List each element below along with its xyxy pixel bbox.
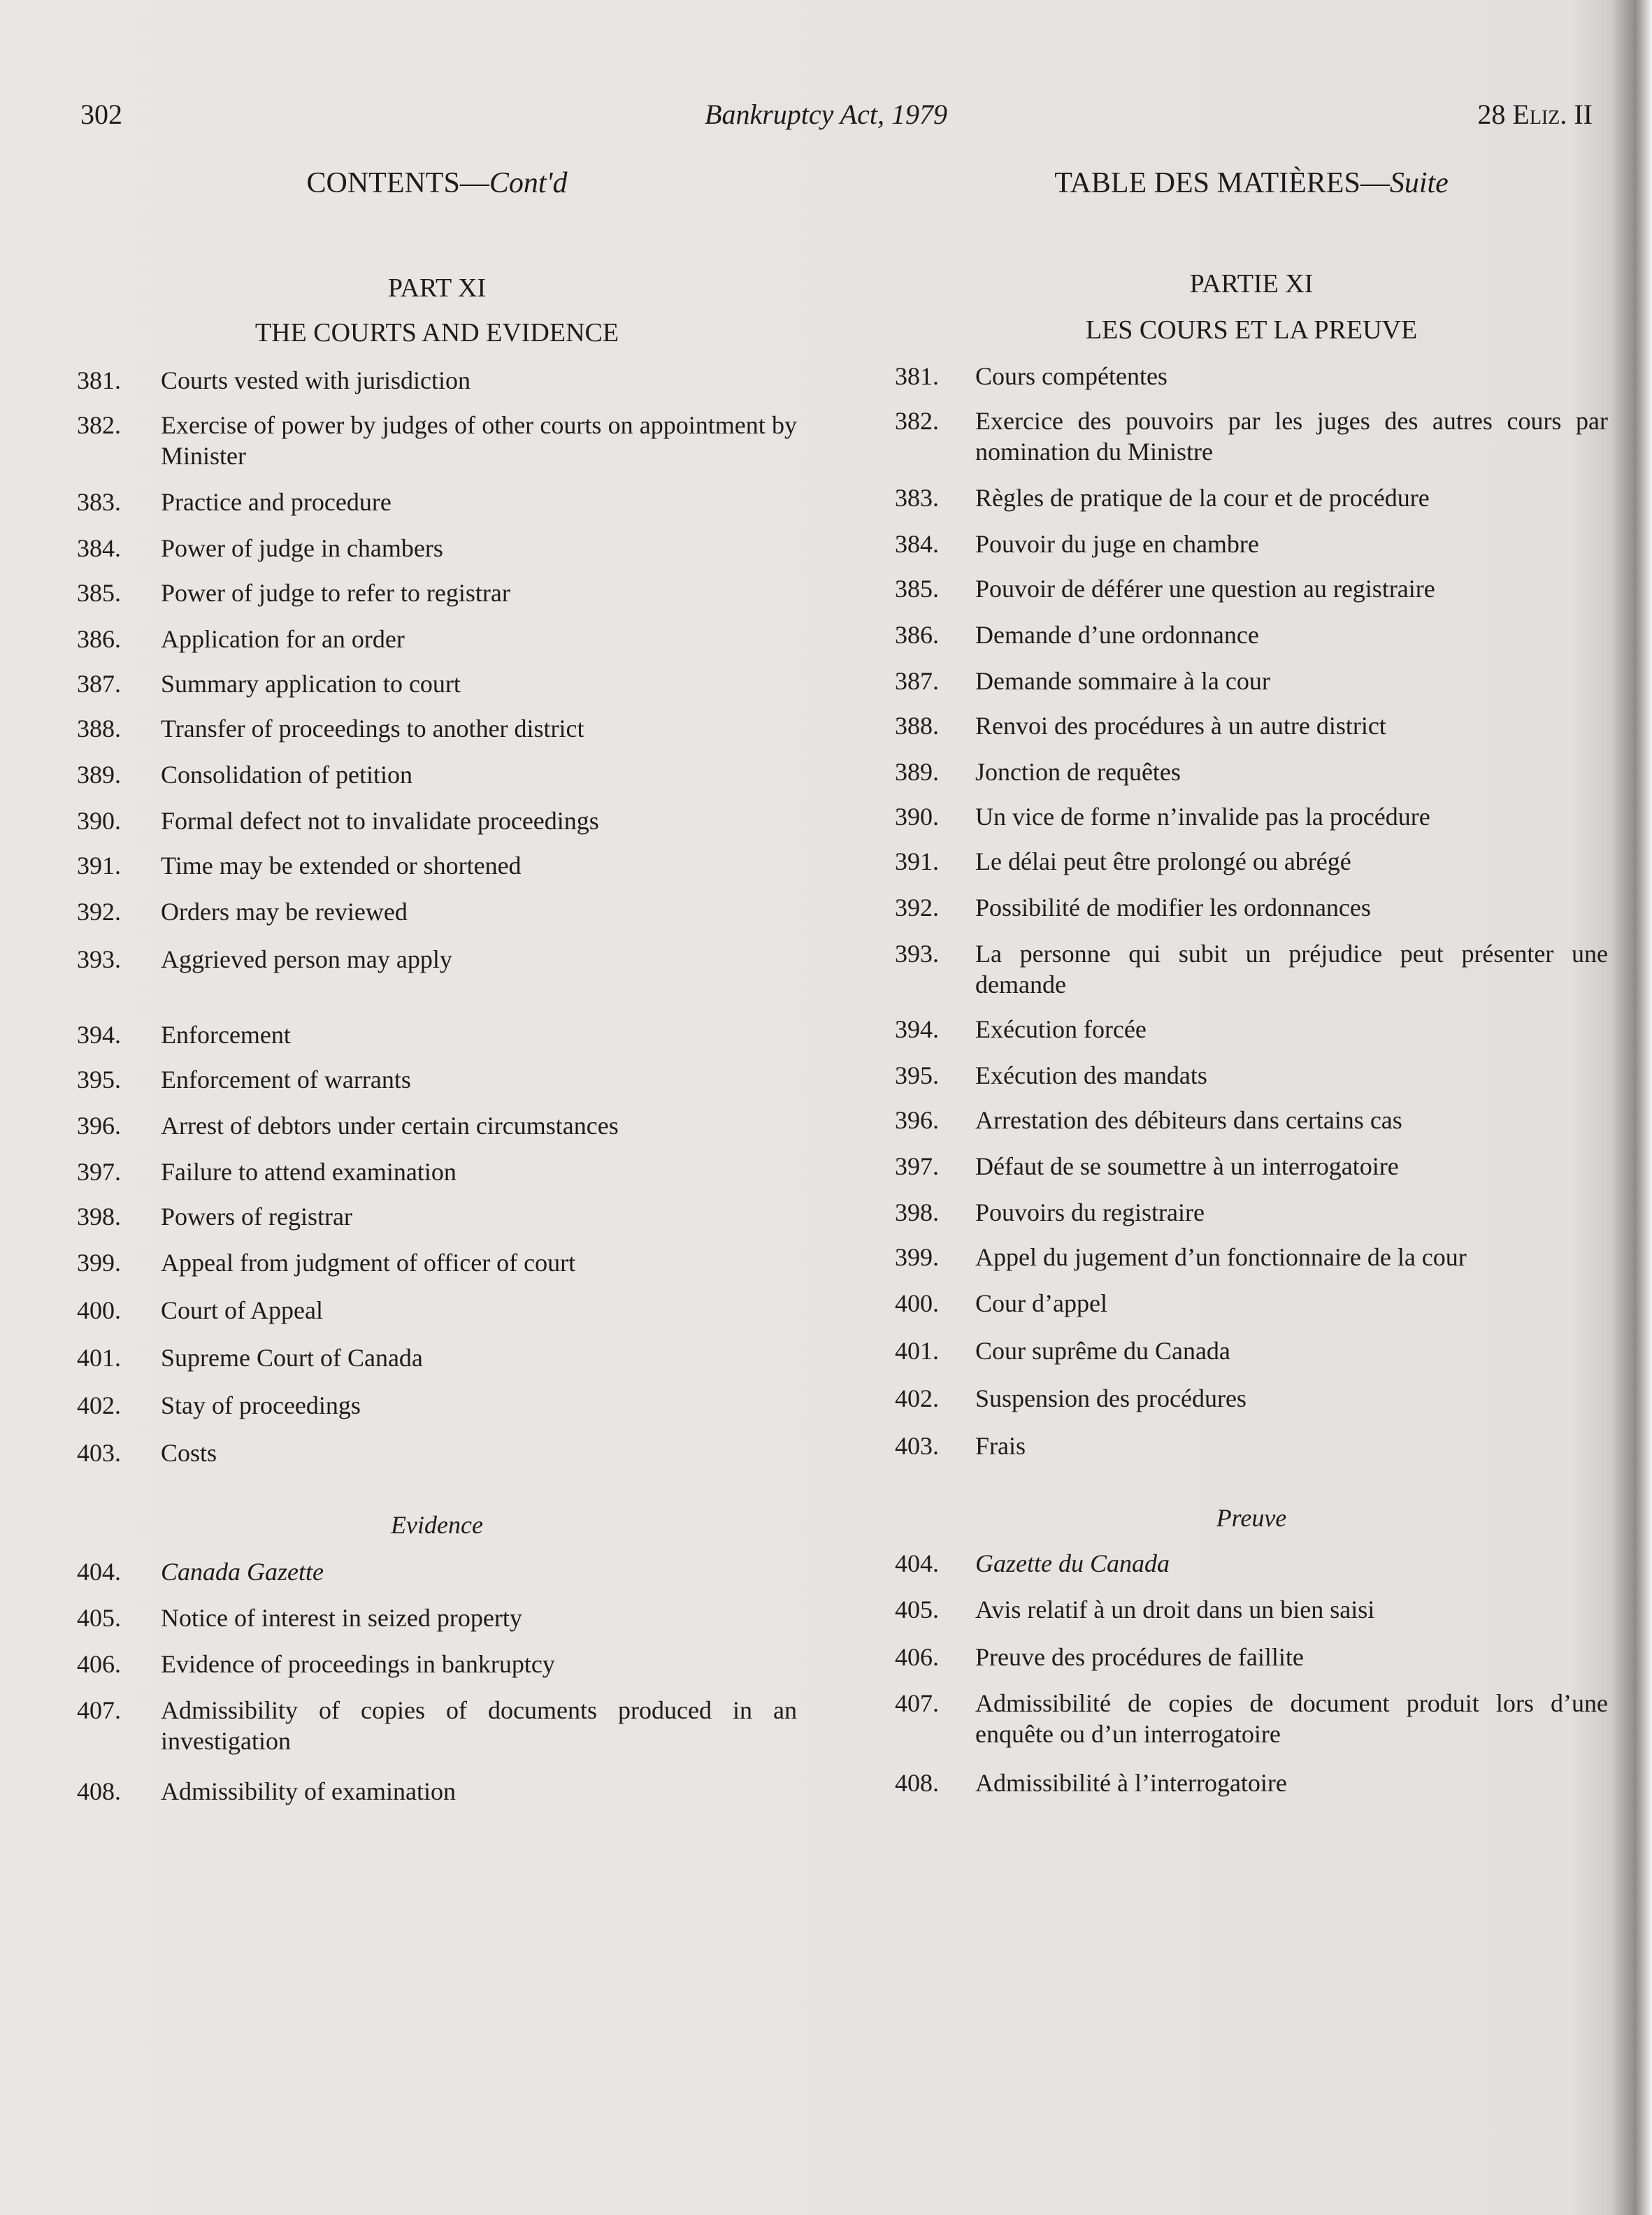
section-number: 403. [77, 1439, 121, 1467]
section-title: Supreme Court of Canada [161, 1344, 423, 1372]
section-number: 405. [895, 1596, 939, 1623]
toc-entry [895, 573, 1608, 604]
section-title: Pouvoir du juge en chambre [975, 530, 1259, 558]
toc-entry [77, 896, 797, 927]
toc-entry [77, 1295, 797, 1326]
toc-entry [895, 1288, 1608, 1319]
section-title: Exercise of power by judges of other courts on appointment by Minister [161, 411, 797, 470]
section-title: Cours compétentes [975, 362, 1168, 390]
section-number: 397. [895, 1152, 939, 1180]
english-evidence-subheading: Evidence [391, 1511, 483, 1539]
toc-entry [895, 710, 1608, 741]
section-number: 386. [895, 621, 939, 649]
section-title: Time may be extended or shortened [161, 852, 522, 880]
toc-entry [895, 361, 1608, 392]
toc-entry [895, 1105, 1608, 1135]
section-number: 385. [77, 579, 121, 607]
toc-entry [895, 1383, 1608, 1414]
toc-entry [895, 406, 1608, 467]
section-number: 386. [77, 625, 121, 653]
toc-entry [895, 1548, 1608, 1579]
section-title: Un vice de forme n’invalide pas la procédure [975, 803, 1430, 831]
french-column-title [895, 166, 1608, 200]
section-title: Demande d’une ordonnance [975, 621, 1259, 649]
toc-entry [77, 410, 797, 471]
toc-entry [77, 1649, 797, 1679]
toc-entry [895, 1335, 1608, 1366]
section-title: Admissibilité à l’interrogatoire [975, 1769, 1287, 1797]
toc-entry [895, 1060, 1608, 1091]
section-title: Stay of proceedings [161, 1391, 361, 1419]
section-title: Frais [975, 1432, 1026, 1460]
section-title: Summary application to court [161, 670, 461, 698]
section-title: Cour suprême du Canada [975, 1337, 1230, 1365]
french-title-suffix: Suite [1389, 167, 1449, 199]
section-number: 402. [77, 1391, 121, 1419]
toc-entry [895, 1014, 1608, 1045]
section-title: Le délai peut être prolongé ou abrégé [975, 847, 1351, 875]
section-number: 404. [895, 1549, 939, 1577]
section-title: Pouvoir de déférer une question au registraire [975, 575, 1435, 603]
section-number: 405. [77, 1604, 121, 1632]
toc-entry [77, 1438, 797, 1468]
toc-entry [895, 938, 1608, 1000]
toc-entry [77, 759, 797, 790]
page-number: 302 [80, 99, 122, 130]
toc-entry [895, 1242, 1608, 1273]
french-column [895, 0, 1608, 2215]
section-title: Règles de pratique de la cour et de procédure [975, 484, 1430, 512]
toc-entry [895, 1431, 1608, 1461]
toc-entry [895, 1197, 1608, 1228]
section-number: 383. [77, 488, 121, 516]
toc-entry [895, 846, 1608, 877]
toc-entry [77, 1201, 797, 1232]
section-title: Powers of registrar [161, 1203, 352, 1231]
section-title: Canada Gazette [161, 1558, 324, 1586]
toc-entry [895, 757, 1608, 787]
toc-entry [77, 1695, 797, 1756]
section-number: 383. [895, 484, 939, 512]
english-column [77, 0, 797, 2215]
section-number: 396. [895, 1106, 939, 1134]
section-number: 388. [77, 715, 121, 743]
toc-entry [895, 1688, 1608, 1749]
toc-entry [77, 1019, 797, 1050]
english-part-title: THE COURTS AND EVIDENCE [254, 318, 619, 347]
section-title: La personne qui subit un préjudice peut présenter une demande [975, 940, 1608, 998]
toc-entry [895, 482, 1608, 513]
section-number: 401. [77, 1344, 121, 1372]
section-number: 394. [895, 1015, 939, 1043]
toc-entry [77, 1342, 797, 1373]
section-number: 403. [895, 1432, 939, 1460]
english-title-suffix: Cont'd [489, 167, 568, 199]
section-number: 384. [895, 530, 939, 558]
section-number: 389. [77, 761, 121, 789]
section-title: Transfer of proceedings to another district [161, 715, 584, 743]
toc-entry [77, 850, 797, 881]
section-title: Application for an order [161, 625, 405, 653]
toc-entry [77, 1156, 797, 1187]
toc-entry [77, 1247, 797, 1278]
section-number: 381. [77, 366, 121, 394]
section-number: 407. [895, 1689, 939, 1717]
section-number: 394. [77, 1021, 121, 1049]
section-number: 382. [895, 407, 939, 435]
section-number: 398. [77, 1203, 121, 1231]
section-title: Consolidation of petition [161, 761, 412, 789]
section-title: Possibilité de modifier les ordonnances [975, 894, 1371, 922]
toc-entry [77, 1603, 797, 1633]
section-number: 388. [895, 712, 939, 740]
section-title: Preuve des procédures de faillite [975, 1643, 1304, 1671]
section-number: 392. [895, 894, 939, 922]
toc-entry [77, 944, 797, 975]
english-column-title [77, 166, 797, 200]
section-title: Power of judge to refer to registrar [161, 579, 510, 607]
section-number: 401. [895, 1337, 939, 1365]
section-number: 398. [895, 1198, 939, 1226]
section-number: 387. [77, 670, 121, 698]
section-number: 385. [895, 575, 939, 603]
section-number: 390. [895, 803, 939, 831]
toc-entry [895, 529, 1608, 559]
section-title: Practice and procedure [161, 488, 392, 516]
section-title: Pouvoirs du registraire [975, 1198, 1205, 1226]
section-title: Court of Appeal [161, 1296, 323, 1324]
toc-entry [77, 1556, 797, 1587]
section-title: Gazette du Canada [975, 1549, 1170, 1577]
toc-entry [895, 801, 1608, 832]
toc-entry [77, 365, 797, 396]
french-evidence-subheading: Preuve [1216, 1504, 1287, 1532]
toc-entry [77, 1776, 797, 1807]
french-part-title: LES COURS ET LA PREUVE [1085, 315, 1418, 345]
toc-entry [895, 892, 1608, 923]
regnal-year: 28 Eliz. II [1477, 99, 1593, 130]
toc-entry [77, 578, 797, 608]
section-title: Cour d’appel [975, 1289, 1107, 1317]
section-title: Formal defect not to invalidate proceedings [161, 807, 599, 835]
section-title: Notice of interest in seized property [161, 1604, 522, 1632]
section-title: Admissibility of copies of documents produced in an investigation [161, 1696, 797, 1755]
section-number: 382. [77, 411, 121, 439]
section-title: Courts vested with jurisdiction [161, 366, 471, 394]
section-number: 397. [77, 1158, 121, 1186]
french-title-main: TABLE DES MATIÈRES— [1054, 167, 1390, 199]
section-title: Failure to attend examination [161, 1158, 457, 1186]
toc-entry [77, 1390, 797, 1421]
section-number: 387. [895, 667, 939, 695]
toc-entry [77, 533, 797, 564]
section-title: Admissibility of examination [161, 1777, 456, 1805]
section-number: 400. [77, 1296, 121, 1324]
section-number: 392. [77, 898, 121, 926]
section-title: Enforcement of warrants [161, 1066, 411, 1094]
section-number: 399. [895, 1243, 939, 1271]
section-title: Avis relatif à un droit dans un bien saisi [975, 1596, 1375, 1623]
section-title: Exercice des pouvoirs par les juges des autres cours par nomination du Ministre [975, 407, 1608, 466]
section-title: Orders may be reviewed [161, 898, 408, 926]
toc-entry [895, 1594, 1608, 1625]
section-title: Demande sommaire à la cour [975, 667, 1270, 695]
section-title: Exécution des mandats [975, 1061, 1207, 1089]
section-number: 406. [895, 1643, 939, 1671]
toc-entry [77, 487, 797, 517]
section-title: Power of judge in chambers [161, 534, 443, 562]
toc-entry [77, 624, 797, 654]
section-title: Aggrieved person may apply [161, 945, 452, 973]
toc-entry [895, 1768, 1608, 1798]
toc-entry [77, 1110, 797, 1141]
english-title-main: CONTENTS— [306, 167, 489, 199]
section-title: Appeal from judgment of officer of court [161, 1249, 576, 1277]
section-number: 395. [77, 1066, 121, 1094]
section-title: Admissibilité de copies de document produit lors d’une enquête ou d’un interrogatoire [975, 1689, 1608, 1748]
section-number: 391. [77, 852, 121, 880]
section-number: 390. [77, 807, 121, 835]
running-title: Bankruptcy Act, 1979 [705, 99, 947, 130]
section-number: 389. [895, 758, 939, 786]
toc-entry [895, 619, 1608, 650]
section-number: 400. [895, 1289, 939, 1317]
section-number: 395. [895, 1061, 939, 1089]
section-title: Défaut de se soumettre à un interrogatoire [975, 1152, 1399, 1180]
section-number: 408. [77, 1777, 121, 1805]
section-title: Evidence of proceedings in bankruptcy [161, 1650, 555, 1678]
section-number: 393. [77, 945, 121, 973]
section-title: Jonction de requêtes [975, 758, 1181, 786]
section-title: Suspension des procédures [975, 1384, 1247, 1412]
section-number: 399. [77, 1249, 121, 1277]
french-part-heading: PARTIE XI [1189, 269, 1314, 299]
section-title: Renvoi des procédures à un autre district [975, 712, 1386, 740]
section-title: Arrest of debtors under certain circumstances [161, 1112, 619, 1140]
section-number: 381. [895, 362, 939, 390]
section-number: 407. [77, 1696, 121, 1724]
toc-entry [895, 666, 1608, 696]
section-title: Exécution forcée [975, 1015, 1147, 1043]
section-title: Arrestation des débiteurs dans certains cas [975, 1106, 1402, 1134]
toc-entry [77, 713, 797, 744]
toc-entry [895, 1642, 1608, 1672]
section-title: Appel du jugement d’un fonctionnaire de la cour [975, 1243, 1467, 1271]
section-number: 393. [895, 940, 939, 968]
section-number: 408. [895, 1769, 939, 1797]
section-number: 404. [77, 1558, 121, 1586]
section-number: 391. [895, 847, 939, 875]
toc-entry [77, 805, 797, 836]
section-title: Enforcement [161, 1021, 291, 1049]
section-number: 402. [895, 1384, 939, 1412]
english-part-heading: PART XI [387, 273, 487, 303]
toc-entry [77, 668, 797, 699]
section-title: Costs [161, 1439, 217, 1467]
section-number: 384. [77, 534, 121, 562]
section-number: 406. [77, 1650, 121, 1678]
section-number: 396. [77, 1112, 121, 1140]
toc-entry [895, 1151, 1608, 1182]
toc-entry [77, 1064, 797, 1095]
